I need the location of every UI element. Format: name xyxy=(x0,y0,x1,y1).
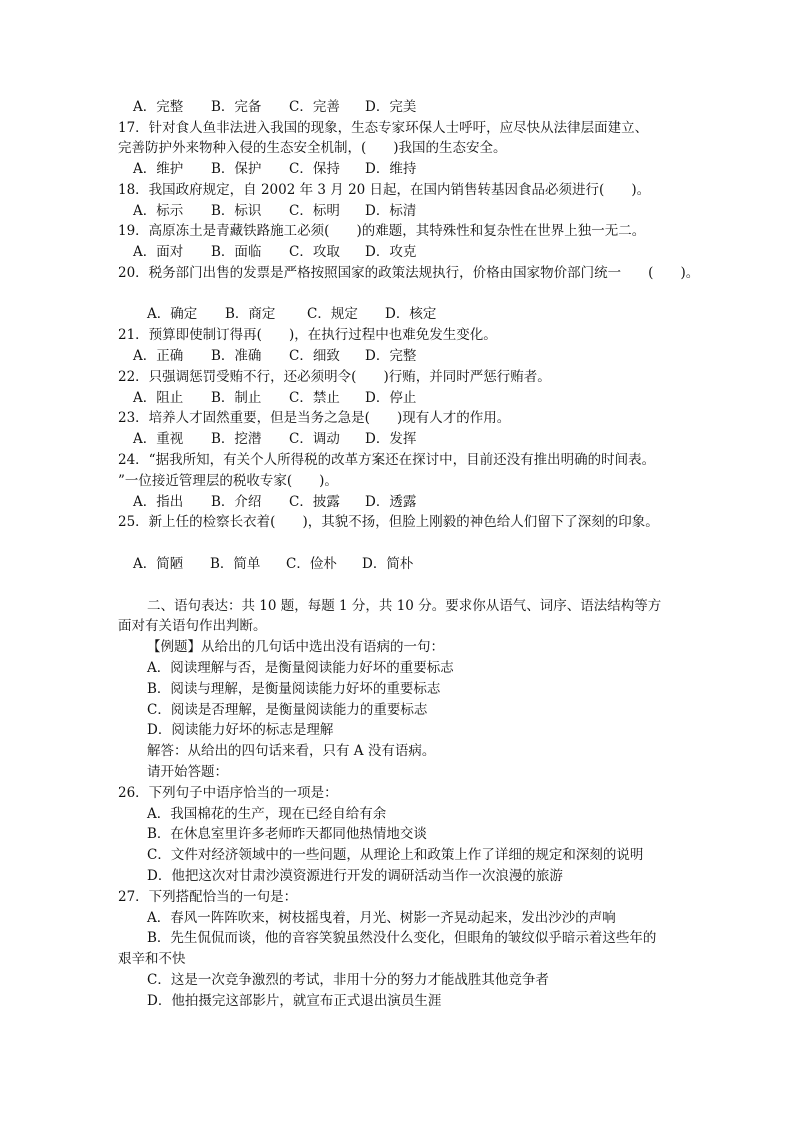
option-b: B．挖潜 xyxy=(211,431,262,447)
option-d: D．完整 xyxy=(365,348,417,364)
option-c: C．完善 xyxy=(289,99,340,115)
option-a: A．指出 xyxy=(133,494,184,510)
example-option-d: D．阅读能力好坏的标志是理解 xyxy=(147,722,334,738)
q17-options xyxy=(133,159,416,179)
option-a: A．面对 xyxy=(133,244,184,260)
q25-options xyxy=(133,554,413,574)
q22-stem: 22．只强调惩罚受贿不行，还必须明令( )行贿，并同时严惩行贿者。 xyxy=(118,369,551,385)
q26-option-d: D．他把这次对甘肃沙漠资源进行开发的调研活动当作一次浪漫的旅游 xyxy=(147,868,563,884)
q17-stem-line2: 完善防护外来物种入侵的生态安全机制，( )我国的生态安全。 xyxy=(118,140,507,156)
option-b: B．制止 xyxy=(211,390,262,406)
option-c: C．规定 xyxy=(307,306,358,322)
option-b: B．简单 xyxy=(210,556,261,572)
q27-option-b-line1: B．先生侃侃而谈，他的音容笑貌虽然没什么变化，但眼角的皱纹似乎暗示着这些年的 xyxy=(147,930,657,946)
q18-options xyxy=(133,201,416,221)
option-c: C．调动 xyxy=(289,431,340,447)
q24-stem-line1: 24．“据我所知，有关个人所得税的改革方案还在探讨中，目前还没有推出明确的时间表。 xyxy=(118,452,656,468)
q26-option-a: A．我国棉花的生产，现在已经自给有余 xyxy=(147,806,387,822)
option-a: A．重视 xyxy=(133,431,184,447)
q18-stem: 18．我国政府规定，自 2002 年 3 月 20 日起，在国内销售转基因食品必须进行( )。 xyxy=(118,182,651,198)
q26-option-c: C．文件对经济领域中的一些问题，从理论上和政策上作了详细的规定和深刻的说明 xyxy=(147,847,644,863)
option-c: C．俭朴 xyxy=(286,556,337,572)
example-option-b: B．阅读与理解，是衡量阅读能力好坏的重要标志 xyxy=(147,681,441,697)
q24-options xyxy=(133,492,416,512)
q26-option-b: B．在休息室里许多老师昨天都同他热情地交谈 xyxy=(147,826,427,842)
q23-options xyxy=(133,429,416,449)
option-a: A．正确 xyxy=(133,348,184,364)
option-b: B．商定 xyxy=(225,306,276,322)
option-b: B．保护 xyxy=(211,161,262,177)
option-d: D．维持 xyxy=(365,161,417,177)
example-title: 【例题】从给出的几句话中选出没有语病的一句： xyxy=(147,639,444,655)
q20-stem: 20．税务部门出售的发票是严格按照国家的政策法规执行，价格由国家物价部门统一 ( )。 xyxy=(118,265,700,281)
option-d: D．简朴 xyxy=(362,556,414,572)
q19-options xyxy=(133,242,416,262)
option-a: A．简陋 xyxy=(133,556,184,572)
q27-option-c: C．这是一次竞争激烈的考试，非用十分的努力才能战胜其他竞争者 xyxy=(147,972,549,988)
option-c: C．披露 xyxy=(289,494,340,510)
q26-stem: 26．下列句子中语序恰当的一项是： xyxy=(118,785,338,801)
option-c: C．标明 xyxy=(289,203,340,219)
q21-options xyxy=(133,346,416,366)
option-b: B．完备 xyxy=(211,99,262,115)
q21-stem: 21．预算即使制订得再( )，在执行过程中也难免发生变化。 xyxy=(118,327,497,343)
q24-stem-line2: ”一位接近管理层的税收专家( )。 xyxy=(118,473,338,489)
option-c: C．保持 xyxy=(289,161,340,177)
option-d: D．核定 xyxy=(385,306,437,322)
q27-option-d: D．他拍摄完这部影片，就宣布正式退出演员生涯 xyxy=(147,993,442,1009)
q27-stem: 27．下列搭配恰当的一句是： xyxy=(118,889,298,905)
section2-intro-line2: 面对有关语句作出判断。 xyxy=(118,618,267,634)
q25-stem: 25．新上任的检察长衣着( )，其貌不扬，但脸上刚毅的神色给人们留下了深刻的印象。 xyxy=(118,514,659,530)
q23-stem: 23．培养人才固然重要，但是当务之急是( )现有人才的作用。 xyxy=(118,410,511,426)
option-a: A．确定 xyxy=(147,306,198,322)
option-c: C．攻取 xyxy=(289,244,340,260)
example-option-c: C．阅读是否理解，是衡量阅读能力的重要标志 xyxy=(147,702,428,718)
option-d: D．发挥 xyxy=(365,431,417,447)
option-d: D．停止 xyxy=(365,390,417,406)
start-prompt: 请开始答题： xyxy=(147,764,228,780)
section2-intro-line1: 二、语句表达：共 10 题，每题 1 分，共 10 分。要求你从语气、词序、语法结构等方 xyxy=(147,598,662,614)
q27-option-b-line2: 艰辛和不快 xyxy=(118,951,186,967)
option-a: A．标示 xyxy=(133,203,184,219)
q16-options xyxy=(133,97,416,117)
option-a: A．维护 xyxy=(133,161,184,177)
option-b: B．面临 xyxy=(211,244,262,260)
example-answer: 解答：从给出的四句话来看，只有 A 没有语病。 xyxy=(147,743,436,759)
option-d: D．完美 xyxy=(365,99,417,115)
q27-option-a: A．春风一阵阵吹来，树枝摇曳着，月光、树影一齐晃动起来，发出沙沙的声响 xyxy=(147,910,616,926)
option-b: B．准确 xyxy=(211,348,262,364)
example-option-a: A．阅读理解与否，是衡量阅读能力好坏的重要标志 xyxy=(147,660,454,676)
q19-stem: 19．高原冻土是青藏铁路施工必须( )的难题，其特殊性和复杂性在世界上独一无二。 xyxy=(118,223,646,239)
option-b: B．标识 xyxy=(211,203,262,219)
option-d: D．标清 xyxy=(365,203,417,219)
option-b: B．介绍 xyxy=(211,494,262,510)
q22-options xyxy=(133,388,416,408)
option-a: A．阻止 xyxy=(133,390,184,406)
option-c: C．细致 xyxy=(289,348,340,364)
option-c: C．禁止 xyxy=(289,390,340,406)
option-a: A．完整 xyxy=(133,99,184,115)
option-d: D．攻克 xyxy=(365,244,417,260)
option-d: D．透露 xyxy=(365,494,417,510)
q17-stem-line1: 17．针对食人鱼非法进入我国的现象，生态专家环保人士呼吁，应尽快从法律层面建立、 xyxy=(118,120,649,136)
q20-options xyxy=(147,304,436,324)
